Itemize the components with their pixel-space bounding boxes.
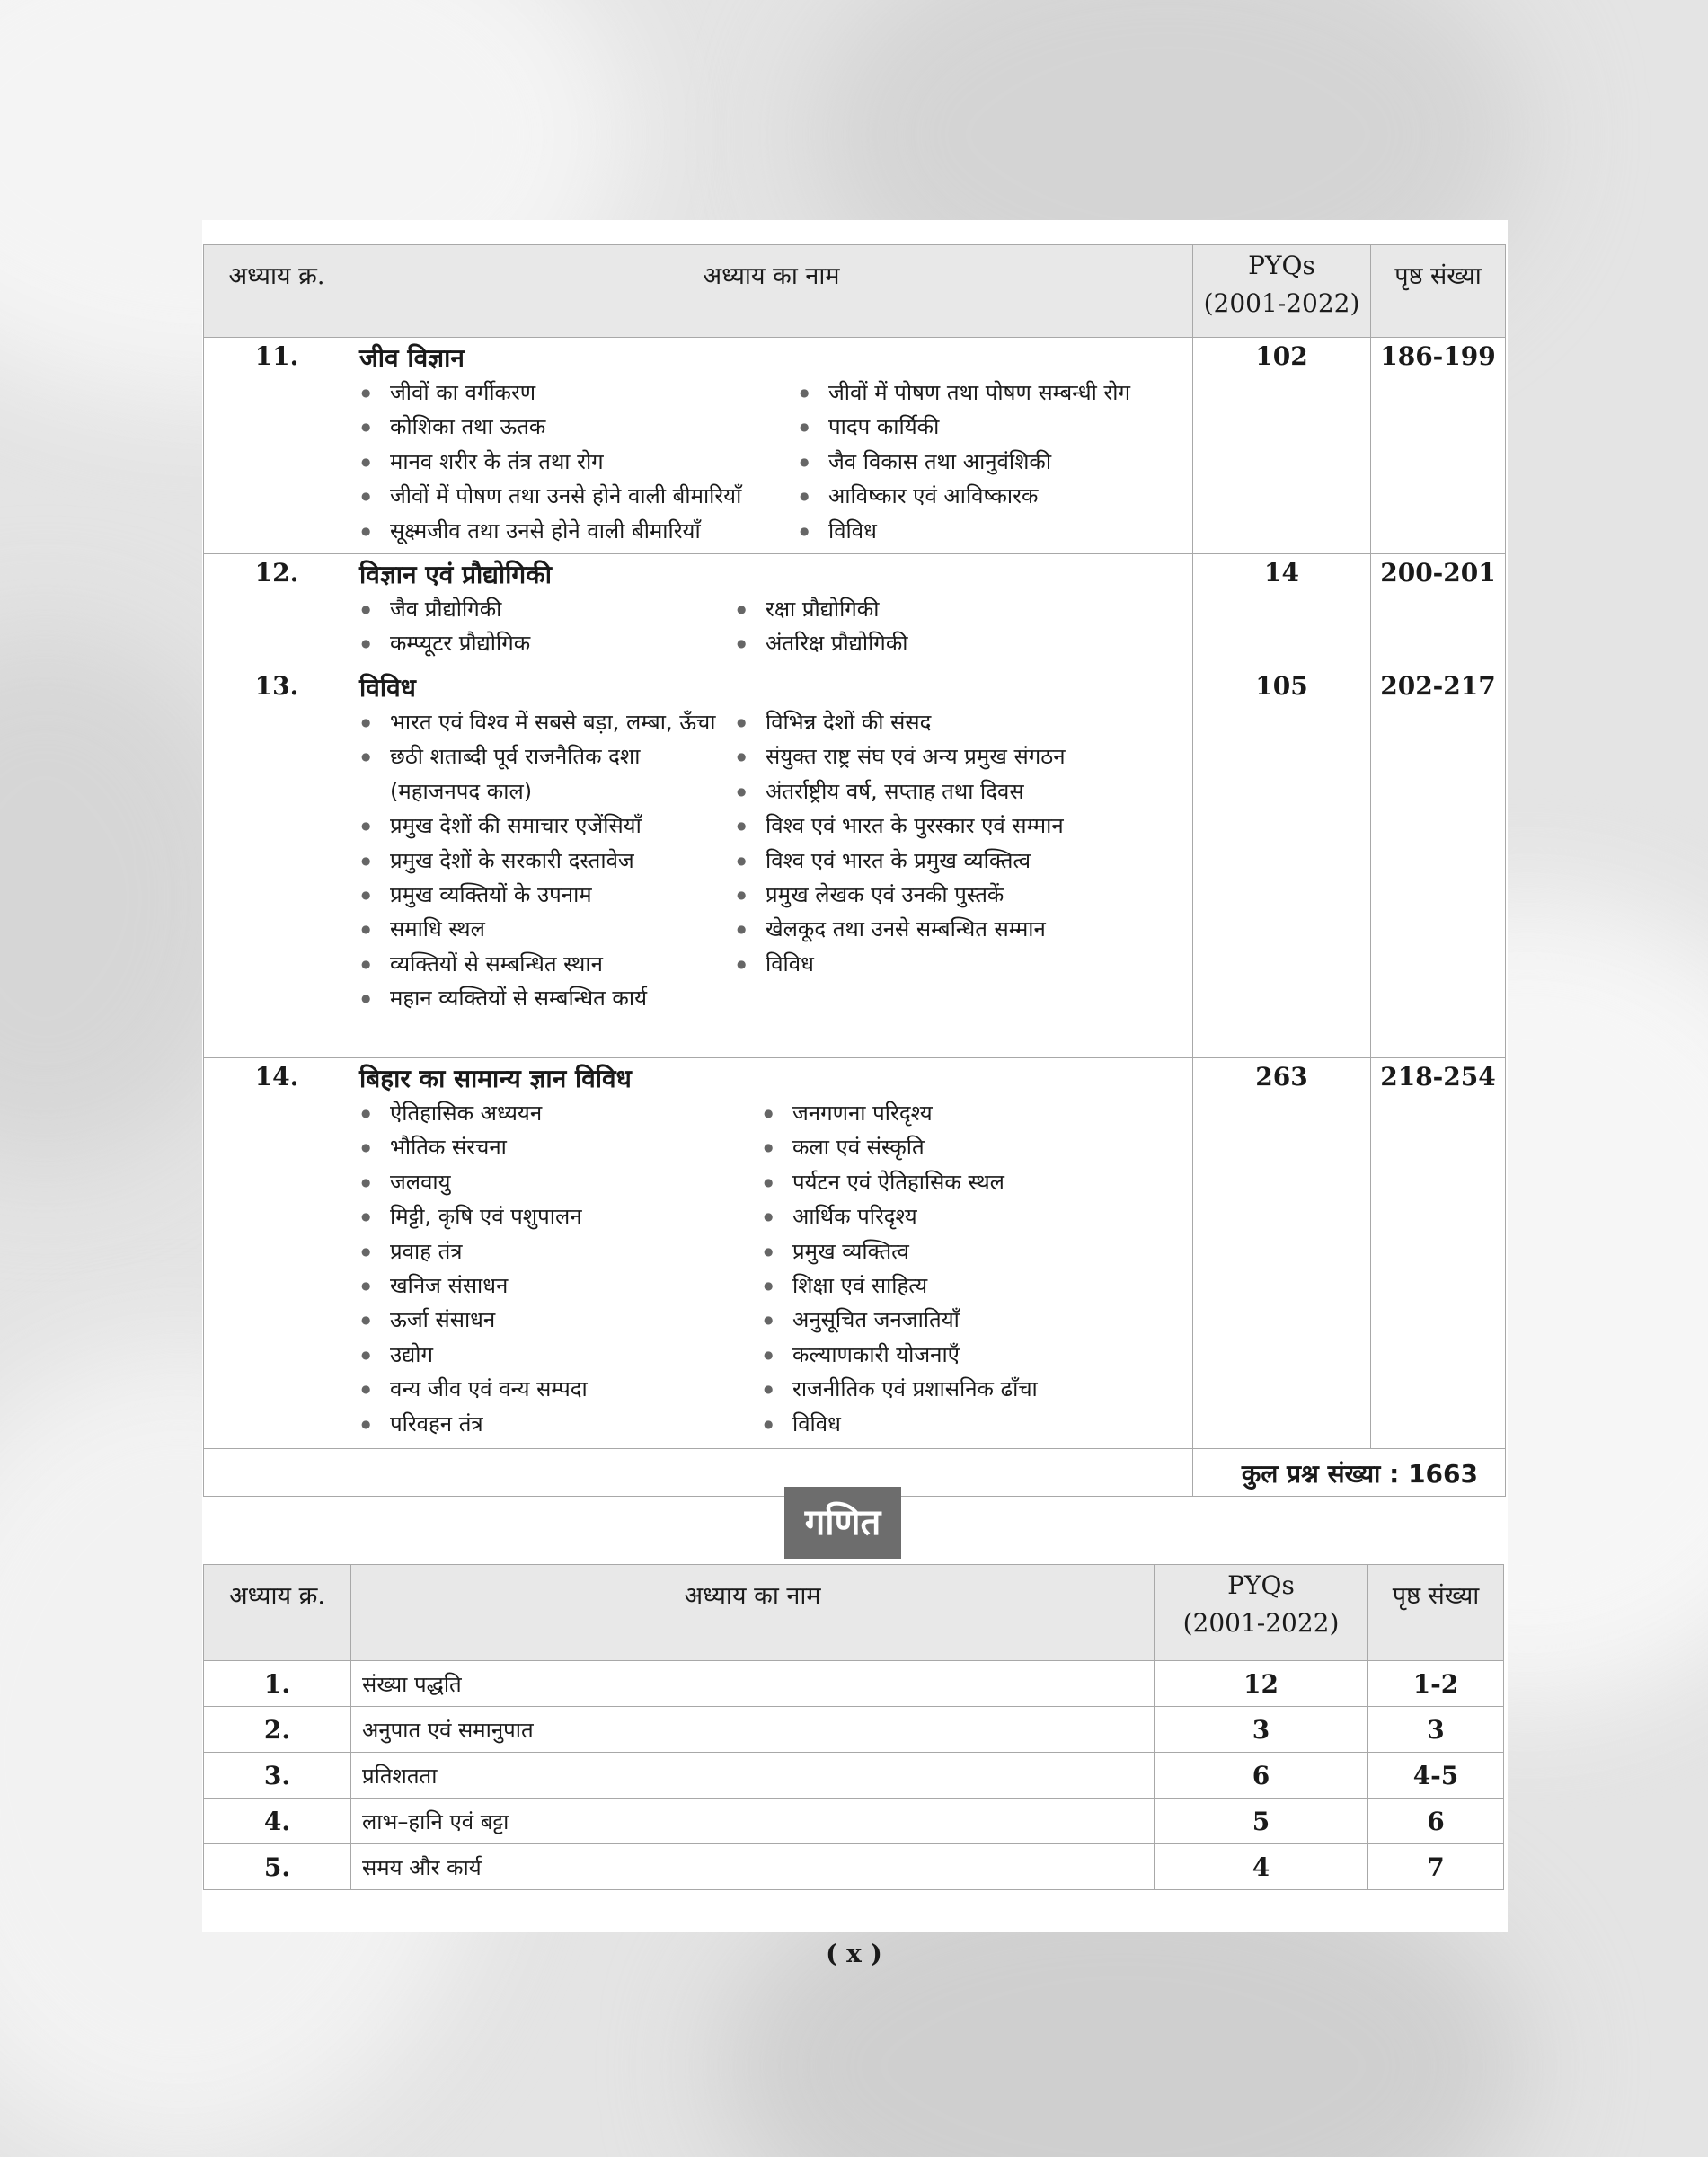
chapter-title: लाभ–हानि एवं बट्टा <box>351 1799 1155 1844</box>
chapter-title: अनुपात एवं समानुपात <box>351 1707 1155 1753</box>
contents-page <box>202 220 1508 1932</box>
chapter-number: 13. <box>204 667 350 1058</box>
chapter-pages: 186-199 <box>1371 338 1506 554</box>
chapter-title: जीव विज्ञान <box>359 343 465 373</box>
list-item: ● शिक्षा एवं साहित्य <box>762 1269 1157 1303</box>
list-item: ● खेलकूद तथा उनसे सम्बन्धित सम्मान <box>735 912 1148 946</box>
chapter-pyqs: 3 <box>1155 1707 1368 1753</box>
table-row <box>204 338 1506 554</box>
contents-table-mathematics <box>203 1564 1504 1890</box>
list-item: ● राजनीतिक एवं प्रशासनिक ढाँचा <box>762 1372 1157 1406</box>
chapter-title: बिहार का सामान्य ज्ञान विविध <box>359 1064 632 1093</box>
chapter-title: विज्ञान एवं प्रौद्योगिकी <box>359 560 552 589</box>
header-pages: पृष्ठ संख्या <box>1368 1565 1504 1661</box>
list-item: ● आविष्कार एवं आविष्कारक <box>798 479 1193 513</box>
list-item: ● जीवों का वर्गीकरण <box>359 376 789 410</box>
topic-list <box>350 592 1192 661</box>
list-item: ● ऐतिहासिक अध्ययन <box>359 1096 753 1130</box>
chapter-pages: 4-5 <box>1368 1753 1504 1799</box>
chapter-pages: 200-201 <box>1371 554 1506 667</box>
chapter-cell <box>350 338 1193 554</box>
table-header-row <box>204 1565 1504 1661</box>
list-item: ● कला एवं संस्कृति <box>762 1130 1157 1164</box>
list-item: ● ऊर्जा संसाधन <box>359 1303 753 1337</box>
page-number: ( x ) <box>826 1939 882 1968</box>
chapter-number: 4. <box>204 1799 351 1844</box>
chapter-number: 1. <box>204 1661 351 1707</box>
header-pyqs-range: (2001-2022) <box>1203 288 1360 318</box>
chapter-title: प्रतिशतता <box>351 1753 1155 1799</box>
list-item: ● प्रमुख लेखक एवं उनकी पुस्तकें <box>735 878 1148 912</box>
table-row <box>204 554 1506 667</box>
chapter-pyqs: 12 <box>1155 1661 1368 1707</box>
topic-list <box>350 705 1192 1016</box>
list-item: ● पादप कार्यिकी <box>798 410 1193 444</box>
chapter-number: 3. <box>204 1753 351 1799</box>
table-row <box>204 1753 1504 1799</box>
list-item: ● अनुसूचित जनजातियाँ <box>762 1303 1157 1337</box>
chapter-pyqs: 5 <box>1155 1799 1368 1844</box>
list-item: ● जलवायु <box>359 1165 753 1199</box>
list-item: ● उद्योग <box>359 1338 753 1372</box>
total-question-count: कुल प्रश्न संख्या : 1663 <box>1193 1449 1506 1497</box>
header-pyqs <box>1155 1565 1368 1661</box>
chapter-pages: 218-254 <box>1371 1058 1506 1449</box>
chapter-number: 14. <box>204 1058 350 1449</box>
list-item: ● जीवों में पोषण तथा पोषण सम्बन्धी रोग <box>798 376 1193 410</box>
header-pages: पृष्ठ संख्या <box>1371 245 1506 338</box>
list-item: ● जैव विकास तथा आनुवंशिकी <box>798 445 1193 479</box>
list-item: ● जीवों में पोषण तथा उनसे होने वाली बीमारियाँ <box>359 479 789 513</box>
chapter-number: 12. <box>204 554 350 667</box>
list-item: ● कम्प्यूटर प्रौद्योगिक <box>359 626 726 660</box>
list-item: ● आर्थिक परिदृश्य <box>762 1199 1157 1233</box>
chapter-pages: 202-217 <box>1371 667 1506 1058</box>
list-item: ● अंतर्राष्ट्रीय वर्ष, सप्ताह तथा दिवस <box>735 774 1148 809</box>
chapter-title: समय और कार्य <box>351 1844 1155 1890</box>
contents-table-general-studies <box>203 244 1506 1497</box>
list-item: ● महान व्यक्तियों से सम्बन्धित कार्य <box>359 981 726 1015</box>
chapter-cell <box>350 667 1193 1058</box>
chapter-cell <box>350 1058 1193 1449</box>
chapter-pyqs: 14 <box>1193 554 1371 667</box>
list-item: ● कल्याणकारी योजनाएँ <box>762 1338 1157 1372</box>
list-item: ● छठी शताब्दी पूर्व राजनैतिक दशा (महाजनपद काल) <box>359 739 726 809</box>
table-row <box>204 667 1506 1058</box>
chapter-number: 11. <box>204 338 350 554</box>
chapter-cell <box>350 554 1193 667</box>
list-item: ● प्रमुख देशों के सरकारी दस्तावेज <box>359 844 726 878</box>
header-chapter-name: अध्याय का नाम <box>351 1565 1155 1661</box>
list-item: ● समाधि स्थल <box>359 912 726 946</box>
topic-list <box>350 376 1192 548</box>
chapter-pages: 6 <box>1368 1799 1504 1844</box>
chapter-title: संख्या पद्धति <box>351 1661 1155 1707</box>
chapter-pages: 1-2 <box>1368 1661 1504 1707</box>
list-item: ● व्यक्तियों से सम्बन्धित स्थान <box>359 947 726 981</box>
list-item: ● प्रमुख देशों की समाचार एजेंसियाँ <box>359 809 726 843</box>
table-row <box>204 1058 1506 1449</box>
table-row <box>204 1661 1504 1707</box>
topic-column-right <box>735 705 1148 1016</box>
chapter-pages: 7 <box>1368 1844 1504 1890</box>
list-item: ● विभिन्न देशों की संसद <box>735 705 1148 739</box>
chapter-pyqs: 6 <box>1155 1753 1368 1799</box>
list-item: ● कोशिका तथा ऊतक <box>359 410 789 444</box>
list-item: ● विविध <box>735 947 1148 981</box>
chapter-pyqs: 4 <box>1155 1844 1368 1890</box>
header-chapter-no: अध्याय क्र. <box>204 1565 351 1661</box>
table-row <box>204 1707 1504 1753</box>
table-header-row <box>204 245 1506 338</box>
list-item: ● विश्व एवं भारत के पुरस्कार एवं सम्मान <box>735 809 1148 843</box>
header-pyqs-range: (2001-2022) <box>1182 1608 1340 1638</box>
header-chapter-name: अध्याय का नाम <box>350 245 1193 338</box>
list-item: ● जैव प्रौद्योगिकी <box>359 592 726 626</box>
list-item: ● वन्य जीव एवं वन्य सम्पदा <box>359 1372 753 1406</box>
section-title-mathematics: गणित <box>784 1487 901 1559</box>
list-item: ● जनगणना परिदृश्य <box>762 1096 1157 1130</box>
list-item: ● सूक्ष्मजीव तथा उनसे होने वाली बीमारियाँ <box>359 514 789 548</box>
list-item: ● भारत एवं विश्व में सबसे बड़ा, लम्बा, ऊँचा <box>359 705 726 739</box>
list-item: ● प्रमुख व्यक्तियों के उपनाम <box>359 878 726 912</box>
table-row <box>204 1844 1504 1890</box>
topic-column-left <box>359 705 726 1016</box>
list-item: ● पर्यटन एवं ऐतिहासिक स्थल <box>762 1165 1157 1199</box>
chapter-title: विविध <box>359 673 416 703</box>
list-item: ● संयुक्त राष्ट्र संघ एवं अन्य प्रमुख संगठन <box>735 739 1148 774</box>
list-item: ● विविध <box>762 1407 1157 1441</box>
topic-list <box>350 1096 1192 1441</box>
header-chapter-no: अध्याय क्र. <box>204 245 350 338</box>
list-item: ● रक्षा प्रौद्योगिकी <box>735 592 1130 626</box>
list-item: ● परिवहन तंत्र <box>359 1407 753 1441</box>
chapter-number: 5. <box>204 1844 351 1890</box>
list-item: ● अंतरिक्ष प्रौद्योगिकी <box>735 626 1130 660</box>
header-pyqs <box>1193 245 1371 338</box>
list-item: ● मानव शरीर के तंत्र तथा रोग <box>359 445 789 479</box>
table-row <box>204 1799 1504 1844</box>
list-item: ● विश्व एवं भारत के प्रमुख व्यक्तित्व <box>735 844 1148 878</box>
list-item: ● विविध <box>798 514 1193 548</box>
chapter-pyqs: 102 <box>1193 338 1371 554</box>
chapter-number: 2. <box>204 1707 351 1753</box>
header-pyqs-label: PYQs <box>1248 251 1315 280</box>
chapter-pyqs: 105 <box>1193 667 1371 1058</box>
list-item: ● प्रमुख व्यक्तित्व <box>762 1234 1157 1269</box>
chapter-pyqs: 263 <box>1193 1058 1371 1449</box>
chapter-pages: 3 <box>1368 1707 1504 1753</box>
list-item: ● खनिज संसाधन <box>359 1269 753 1303</box>
header-pyqs-label: PYQs <box>1227 1570 1295 1600</box>
list-item: ● मिट्टी, कृषि एवं पशुपालन <box>359 1199 753 1233</box>
list-item: ● प्रवाह तंत्र <box>359 1234 753 1269</box>
list-item: ● भौतिक संरचना <box>359 1130 753 1164</box>
